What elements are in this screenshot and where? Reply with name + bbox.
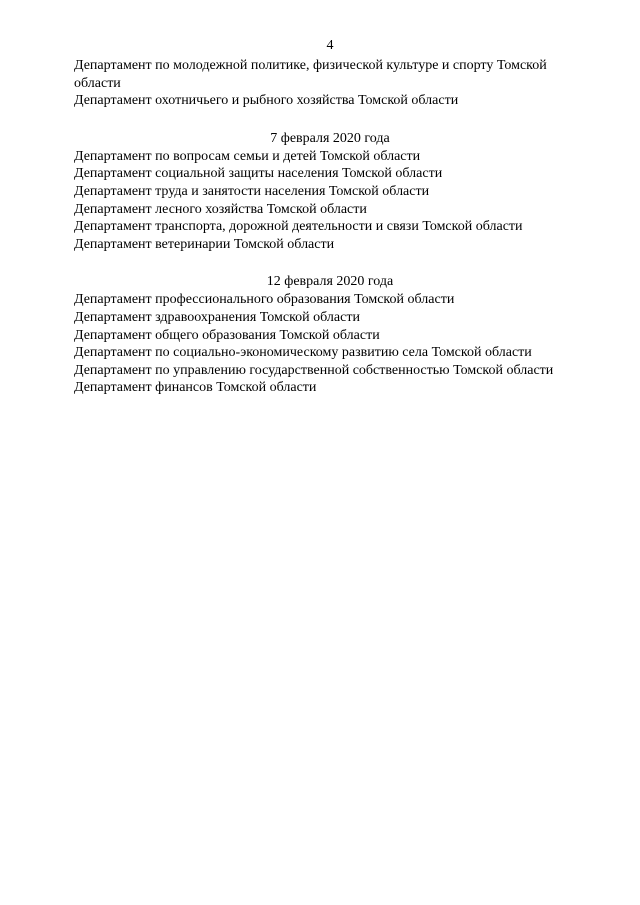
list-item: Департамент финансов Томской области xyxy=(74,380,317,396)
list-item: Департамент по социально-экономическому развитию села Томской области xyxy=(74,345,532,361)
list-item: Департамент здравоохранения Томской области xyxy=(74,309,360,325)
list-item: Департамент лесного хозяйства Томской области xyxy=(74,201,367,217)
list-item: Департамент по вопросам семьи и детей Томской области xyxy=(74,148,421,164)
list-item: Департамент по управлению государственной собственностью Томской области xyxy=(74,362,554,378)
section-feb-7 xyxy=(74,130,600,254)
list-item: Департамент по молодежной политике, физической культуре и спорту Томской xyxy=(74,58,547,73)
section-feb-12 xyxy=(74,273,600,397)
list-item: Департамент общего образования Томской области xyxy=(74,327,380,343)
list-item: Департамент труда и занятости населения Томской области xyxy=(74,183,430,199)
page-number: 4 xyxy=(326,38,334,53)
list-item: Департамент транспорта, дорожной деятельности и связи Томской области xyxy=(74,219,523,235)
intro-list xyxy=(74,57,600,110)
section-date-heading: 12 февраля 2020 года xyxy=(266,274,394,290)
list-item: Департамент социальной защиты населения Томской области xyxy=(74,166,443,182)
list-item: Департамент ветеринарии Томской области xyxy=(74,236,335,252)
list-item: Департамент профессионального образования Томской области xyxy=(74,292,455,308)
list-item: области xyxy=(74,75,121,91)
section-date-heading: 7 февраля 2020 года xyxy=(270,130,390,146)
list-item: Департамент охотничьего и рыбного хозяйства Томской области xyxy=(74,93,459,109)
